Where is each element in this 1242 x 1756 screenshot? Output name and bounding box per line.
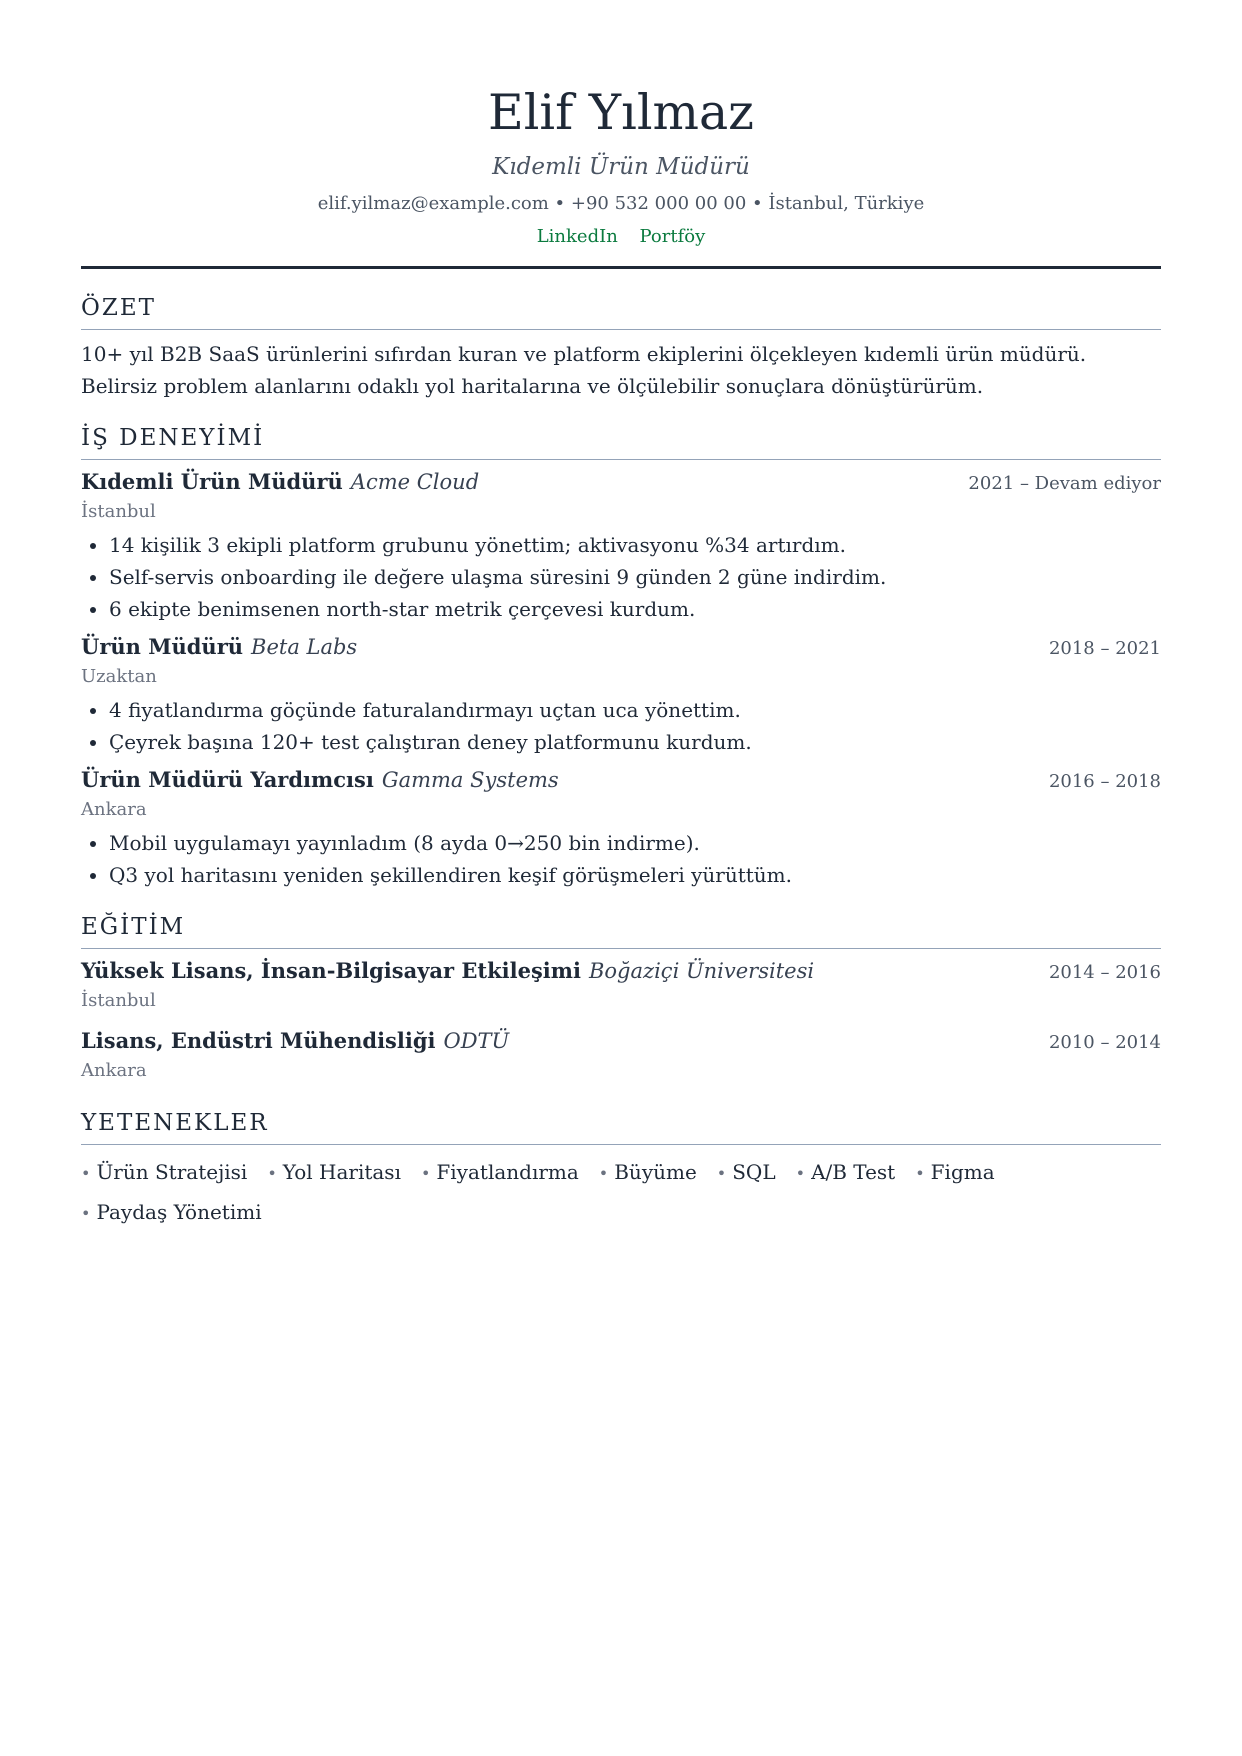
- job-bullets: [81, 694, 1161, 758]
- bullet-dot-icon: •: [81, 1204, 91, 1223]
- job-dates: 2018 – 2021: [1048, 638, 1161, 659]
- skill-item: • Paydaş Yönetimi: [81, 1200, 262, 1224]
- school-name: ODTÜ: [443, 1029, 510, 1053]
- job-bullet: • Mobil uygulamayı yayınladım (8 ayda 0→250 bin indirme).: [109, 827, 1161, 859]
- degree-name: Lisans, Endüstri Mühendisliği: [81, 1028, 436, 1053]
- section-heading-summary: ÖZET: [81, 293, 1161, 330]
- education-dates: 2014 – 2016: [1048, 962, 1161, 983]
- job-entry: [81, 467, 1161, 625]
- job-location: Uzaktan: [81, 666, 157, 687]
- section-heading-experience: İŞ DENEYİMİ: [81, 423, 1161, 460]
- education-location: Ankara: [81, 1060, 147, 1081]
- job-bullets: [81, 827, 1161, 891]
- profile-links: [81, 224, 1161, 250]
- candidate-title: Kıdemli Ürün Müdürü: [492, 154, 750, 180]
- skills-section: [81, 1108, 1161, 1233]
- education-dates: 2010 – 2014: [1048, 1032, 1161, 1053]
- education-entry: [81, 1026, 1161, 1084]
- job-header: [81, 765, 1161, 797]
- linkedin-link[interactable]: LinkedIn: [536, 226, 618, 247]
- job-bullets: [81, 529, 1161, 625]
- candidate-name: Elif Yılmaz: [487, 84, 754, 141]
- job-title-line: [81, 632, 357, 662]
- bullet-dot-icon: •: [81, 1164, 91, 1183]
- bullet-dot-icon: •: [420, 1164, 431, 1183]
- job-entry: [81, 632, 1161, 758]
- job-location: Ankara: [81, 799, 147, 820]
- skill-item: • Fiyatlandırma: [420, 1160, 579, 1184]
- job-role: Ürün Müdürü Yardımcısı: [81, 767, 374, 792]
- education-section: [81, 912, 1161, 1084]
- skills-list: [81, 1153, 1161, 1233]
- bullet-dot-icon: •: [267, 1164, 277, 1183]
- job-bullet: • 14 kişilik 3 ekipli platform grubunu yönettim; aktivasyonu %34 artırdım.: [109, 529, 1161, 561]
- job-entry: [81, 765, 1161, 891]
- job-header: [81, 632, 1161, 664]
- education-header: [81, 1026, 1161, 1058]
- resume-header: [81, 82, 1161, 269]
- education-title-line: [81, 956, 814, 986]
- section-heading-skills: YETENEKLER: [81, 1108, 1161, 1145]
- job-title-line: [81, 467, 479, 497]
- job-header: [81, 467, 1161, 499]
- skill-item: • Ürün Stratejisi: [81, 1160, 248, 1184]
- bullet-dot-icon: •: [716, 1164, 727, 1183]
- job-dates: 2021 – Devam ediyor: [968, 473, 1161, 494]
- job-bullet: • Self-servis onboarding ile değere ulaşma süresini 9 günden 2 güne indirdim.: [109, 561, 1161, 593]
- job-company: Beta Labs: [251, 635, 358, 659]
- header-divider: [81, 266, 1161, 269]
- skill-item: • Büyüme: [598, 1160, 697, 1184]
- resume-content: [81, 0, 1161, 1233]
- job-role: Ürün Müdürü: [81, 634, 244, 659]
- job-location: İstanbul: [81, 501, 156, 522]
- job-bullet: • 4 fiyatlandırma göçünde faturalandırmayı uçtan uca yönettim.: [109, 694, 1161, 726]
- summary-section: [81, 293, 1161, 402]
- education-header: [81, 956, 1161, 988]
- education-entry: [81, 956, 1161, 1014]
- skill-item: • Yol Haritası: [267, 1160, 401, 1184]
- education-location: İstanbul: [81, 990, 156, 1011]
- job-company: Gamma Systems: [381, 768, 559, 792]
- section-heading-education: EĞİTİM: [81, 912, 1161, 949]
- job-role: Kıdemli Ürün Müdürü: [81, 469, 343, 494]
- job-title-line: [81, 765, 559, 795]
- job-dates: 2016 – 2018: [1048, 771, 1161, 792]
- degree-name: Yüksek Lisans, İnsan-Bilgisayar Etkileşimi: [81, 958, 581, 983]
- education-title-line: [81, 1026, 509, 1056]
- job-bullet: • Çeyrek başına 120+ test çalıştıran deney platformunu kurdum.: [109, 726, 1161, 758]
- skill-item: • A/B Test: [795, 1160, 896, 1184]
- skill-item: • SQL: [716, 1160, 776, 1184]
- skill-item: • Figma: [915, 1160, 995, 1184]
- bullet-dot-icon: •: [795, 1164, 806, 1183]
- job-bullet: • Q3 yol haritasını yeniden şekillendiren keşif görüşmeleri yürüttüm.: [109, 859, 1161, 891]
- portfolio-link[interactable]: Portföy: [639, 226, 706, 247]
- school-name: Boğaziçi Üniversitesi: [588, 959, 815, 983]
- bullet-dot-icon: •: [915, 1164, 925, 1183]
- contact-line: elif.yilmaz@example.com • +90 532 000 00 00 • İstanbul, Türkiye: [317, 193, 925, 214]
- job-bullet: • 6 ekipte benimsenen north-star metrik çerçevesi kurdum.: [109, 593, 1161, 625]
- job-company: Acme Cloud: [350, 470, 480, 494]
- experience-section: [81, 423, 1161, 891]
- summary-text: 10+ yıl B2B SaaS ürünlerini sıfırdan kuran ve platform ekiplerini ölçekleyen kıdemli ürün müdürü. Belirsiz problem alanlarını odaklı yol haritalarına ve ölçülebilir sonuçlara dönüştürürüm.: [81, 342, 1087, 398]
- bullet-dot-icon: •: [598, 1164, 609, 1183]
